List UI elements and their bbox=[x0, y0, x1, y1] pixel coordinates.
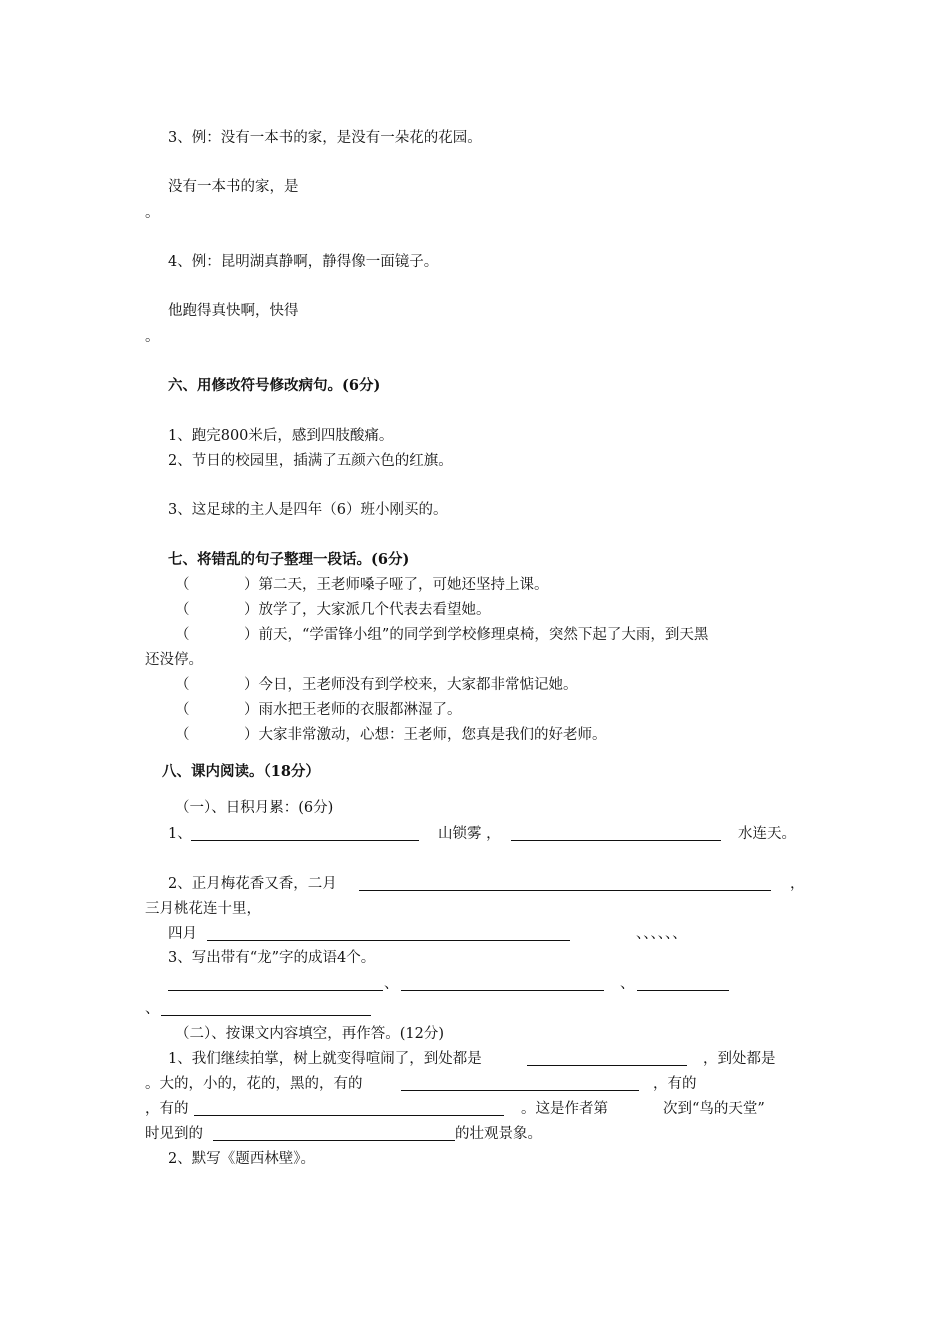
q8-p2-l2-start: 。大的，小的，花的，黑的，有的 bbox=[145, 1076, 363, 1092]
q7-title: 七、将错乱的句子整理一段话。(6分) bbox=[168, 551, 410, 568]
q7-item-3-cont: 还没停。 bbox=[145, 652, 203, 668]
q5-item3-end: 。 bbox=[145, 205, 160, 221]
q5-item4-prompt: 他跑得真快啊，快得 bbox=[168, 303, 299, 319]
q7-paren-2: （ bbox=[175, 602, 190, 618]
q8-p1-blank-3[interactable] bbox=[359, 890, 771, 891]
q7-paren-5: （ bbox=[175, 702, 190, 718]
q8-p1-l3-start: 四月 bbox=[168, 926, 197, 942]
q8-p1-idiom-4[interactable] bbox=[161, 1015, 371, 1016]
q8-p1-idiom-2[interactable] bbox=[401, 990, 604, 991]
q8-p2-l3-end: 次到“鸟的天堂” bbox=[663, 1101, 765, 1117]
q8-p1-l3-end: 、、、、、、 bbox=[636, 926, 687, 942]
q8-p2-blank-3[interactable] bbox=[194, 1115, 504, 1116]
q7-item-3: ）前天，“学雷锋小组”的同学到学校修理桌椅，突然下起了大雨，到天黑 bbox=[244, 627, 709, 643]
q8-part1-title: （一）、日积月累：(6分) bbox=[175, 800, 334, 816]
q6-item-3: 3、这足球的主人是四年（6）班小刚买的。 bbox=[168, 502, 448, 518]
q5-item3-prompt: 没有一本书的家，是 bbox=[168, 179, 299, 195]
q8-p1-idiom-3[interactable] bbox=[637, 990, 729, 991]
q5-item3-example: 3、例：没有一本书的家，是没有一朵花的花园。 bbox=[168, 130, 482, 146]
q8-p1-sep-1: 、 bbox=[384, 976, 399, 992]
q8-p1-l1-end: 水连天。 bbox=[738, 826, 796, 842]
q7-item-5: ）雨水把王老师的衣服都淋湿了。 bbox=[244, 702, 462, 718]
q8-p2-blank-4[interactable] bbox=[213, 1140, 455, 1141]
q8-p1-sep-2: 、 bbox=[620, 976, 635, 992]
q5-item4-example: 4、例：昆明湖真静啊，静得像一面镜子。 bbox=[168, 254, 439, 270]
q8-title: 八、课内阅读。（18分） bbox=[162, 763, 320, 780]
q7-paren-3: （ bbox=[175, 627, 190, 643]
q5-item4-end: 。 bbox=[145, 329, 160, 345]
q6-item-2: 2、节日的校园里，插满了五颜六色的红旗。 bbox=[168, 453, 453, 469]
q7-item-2: ）放学了，大家派几个代表去看望她。 bbox=[244, 602, 491, 618]
q8-p1-sep-3: 、 bbox=[145, 1001, 160, 1017]
q8-p2-l5: 2、默写《题西林壁》。 bbox=[168, 1151, 315, 1167]
q7-item-6: ）大家非常激动，心想：王老师，您真是我们的好老师。 bbox=[244, 727, 607, 743]
q8-p2-l3-mid: 。这是作者第 bbox=[521, 1101, 608, 1117]
q8-part2-title: （二）、按课文内容填空，再作答。(12分) bbox=[175, 1026, 445, 1042]
q7-paren-6: （ bbox=[175, 727, 190, 743]
q8-p2-blank-1[interactable] bbox=[527, 1065, 687, 1066]
q8-p2-l1-end: ，到处都是 bbox=[703, 1051, 776, 1067]
q8-p2-l3-start: ，有的 bbox=[145, 1101, 189, 1117]
q7-item-1: ）第二天，王老师嗓子哑了，可她还坚持上课。 bbox=[244, 577, 549, 593]
q6-title: 六、用修改符号修改病句。(6分) bbox=[168, 377, 381, 394]
q8-p1-l4: 3、写出带有“龙”字的成语4个。 bbox=[168, 950, 376, 966]
q8-p1-idiom-1[interactable] bbox=[168, 990, 383, 991]
q8-p2-l2-end: ，有的 bbox=[653, 1076, 697, 1092]
q8-p2-blank-2[interactable] bbox=[401, 1090, 639, 1091]
q8-p1-blank-4[interactable] bbox=[207, 940, 570, 941]
q7-item-4: ）今日，王老师没有到学校来，大家都非常惦记她。 bbox=[244, 677, 578, 693]
q8-p1-blank-2[interactable] bbox=[511, 840, 721, 841]
q8-p1-l1-mid: 山锁雾 ， bbox=[438, 826, 501, 842]
q7-paren-1: （ bbox=[175, 577, 190, 593]
q8-p2-l4-start: 时见到的 bbox=[145, 1126, 203, 1142]
q6-item-1: 1、跑完800米后，感到四肢酸痛。 bbox=[168, 428, 394, 444]
q7-paren-4: （ bbox=[175, 677, 190, 693]
q8-p1-l1-num: 1、 bbox=[168, 826, 192, 842]
q8-p1-blank-1[interactable] bbox=[191, 840, 419, 841]
q8-p1-l2-cont: 三月桃花连十里， bbox=[145, 901, 261, 917]
q8-p2-l4-end: 的壮观景象。 bbox=[455, 1126, 542, 1142]
q8-p2-l1-start: 1、我们继续拍掌，树上就变得喧闹了，到处都是 bbox=[168, 1051, 482, 1067]
q8-p1-l2-start: 2、正月梅花香又香，二月 bbox=[168, 876, 337, 892]
q8-p1-l2-end: ， bbox=[790, 876, 805, 892]
